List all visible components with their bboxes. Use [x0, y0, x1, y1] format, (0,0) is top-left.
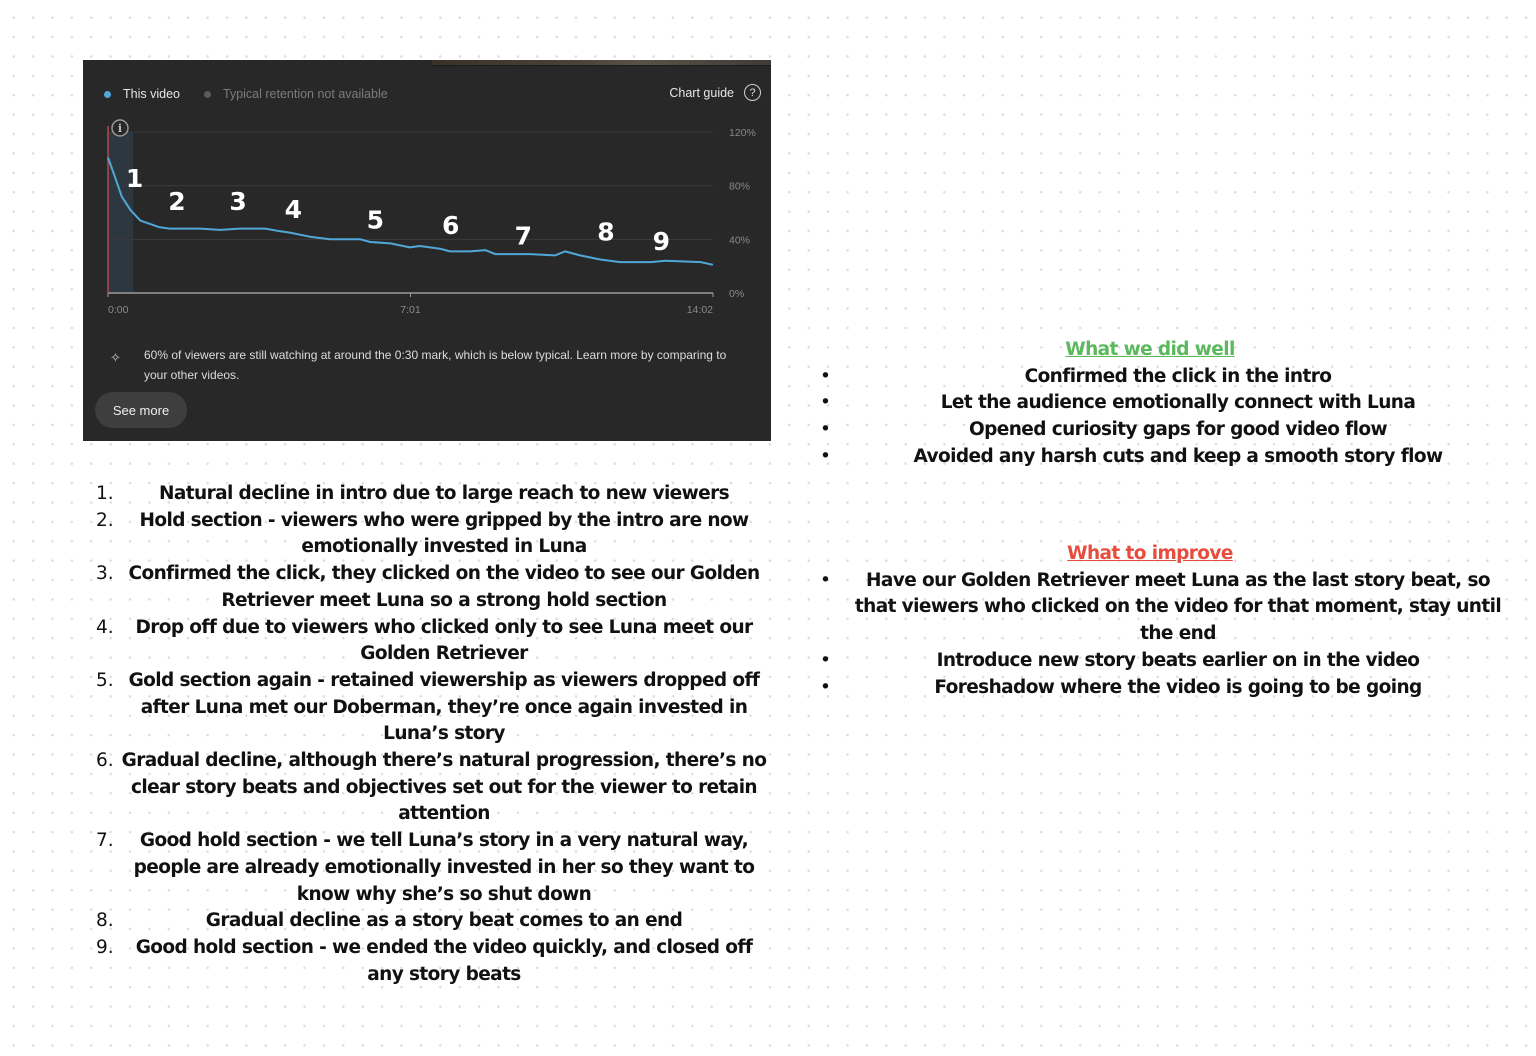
annotation-label: 5 — [366, 205, 384, 235]
note-item — [96, 908, 776, 935]
bullet-icon: • — [820, 569, 831, 591]
legend-typical-label: Typical retention not available — [222, 87, 388, 101]
note-item — [96, 668, 776, 748]
what-we-did-well-section — [820, 337, 1510, 471]
note-text: Confirmed the click, they clicked on the video to see our Golden Retriever meet Luna so a strong hold section — [128, 563, 760, 611]
note-number: 1. — [96, 483, 114, 504]
note-item — [96, 615, 776, 668]
note-text: Gold section again - retained viewership as viewers dropped off after Luna met our Doberman, they’re once again invested in Luna’s story — [128, 669, 760, 745]
note-text: Hold section - viewers who were gripped by the intro are now emotionally invested in Luna — [139, 509, 749, 558]
bullet-icon: • — [820, 676, 831, 698]
x-tick-label: 0:00 — [108, 304, 129, 316]
x-tick-label: 14:02 — [686, 304, 713, 316]
bullet-icon: • — [820, 392, 831, 414]
note-text: Good hold section - we tell Luna’s story in a very natural way, people are already emotionally invested in her so they want to know why she’s so shut down — [133, 830, 755, 905]
improve-text: Introduce new story beats earlier on in the video — [936, 649, 1420, 671]
note-number: 7. — [96, 830, 114, 852]
legend-this-video-label: This video — [123, 87, 180, 101]
note-item — [96, 935, 776, 988]
note-number: 4. — [96, 616, 114, 638]
did-well-text: Avoided any harsh cuts and keep a smooth story flow — [913, 445, 1443, 467]
note-number: 2. — [96, 509, 114, 531]
improve-item — [820, 568, 1510, 648]
note-number: 8. — [96, 910, 114, 932]
y-tick-label: 120% — [729, 127, 756, 139]
sparkle-icon: ✧ — [110, 350, 121, 365]
annotation-label: 7 — [514, 221, 533, 251]
note-number: 6. — [96, 750, 114, 772]
what-we-did-well-list — [820, 364, 1510, 471]
bullet-icon: • — [820, 445, 831, 467]
note-number: 9. — [96, 936, 114, 958]
note-number: 5. — [96, 669, 114, 691]
did-well-text: Confirmed the click in the intro — [1024, 365, 1332, 387]
what-to-improve-section — [820, 541, 1510, 701]
note-text: Drop off due to viewers who clicked only to see Luna meet our Golden Retriever — [135, 616, 753, 665]
note-number: 3. — [96, 563, 114, 585]
improve-item — [820, 648, 1510, 675]
did-well-item — [820, 444, 1510, 471]
bullet-icon: • — [820, 365, 831, 387]
y-tick-label: 80% — [729, 180, 751, 193]
what-to-improve-list — [820, 568, 1510, 702]
see-more-button[interactable]: See more — [95, 392, 187, 428]
note-text: Good hold section - we ended the video quickly, and closed off any story beats — [135, 936, 753, 985]
annotation-label: 6 — [442, 210, 460, 240]
bullet-icon: • — [820, 649, 831, 671]
note-text: Gradual decline, although there’s natural progression, there’s no clear story beats and objectives set out for the viewer to retain attention — [121, 750, 767, 825]
insight-text: 60% of viewers are still watching at around the 0:30 mark, which is below typical. Learn more by comparing to your other videos. — [144, 348, 727, 382]
what-to-improve-heading: What to improve — [1067, 543, 1233, 564]
what-we-did-well-heading: What we did well — [1065, 339, 1235, 360]
info-icon-glyph: i — [117, 122, 123, 135]
help-circle-icon[interactable]: ? — [744, 84, 761, 101]
note-item — [96, 561, 776, 614]
chart-guide-label: Chart guide — [669, 85, 734, 100]
bullet-icon: • — [820, 419, 831, 441]
retention-chart — [83, 60, 771, 330]
annotation-label: 2 — [168, 186, 186, 216]
retention-line — [108, 158, 713, 265]
improve-text: Foreshadow where the video is going to be going — [934, 676, 1422, 698]
improve-text: Have our Golden Retriever meet Luna as the last story beat, so that viewers who clicked on the video for that moment, stay until the end — [854, 569, 1502, 645]
annotation-label: 8 — [597, 217, 615, 247]
annotation-label: 9 — [652, 227, 670, 257]
insight-message — [110, 345, 730, 385]
did-well-text: Opened curiosity gaps for good video flow — [969, 419, 1387, 441]
note-item — [96, 828, 776, 908]
note-item — [96, 748, 776, 828]
annotation-label: 3 — [229, 186, 247, 216]
highlight-band — [108, 132, 133, 293]
note-item — [96, 481, 776, 508]
note-text: Gradual decline as a story beat comes to an end — [205, 910, 683, 932]
numbered-notes-list — [96, 481, 776, 988]
did-well-item — [820, 390, 1510, 417]
y-tick-label: 0% — [729, 288, 745, 300]
did-well-item — [820, 417, 1510, 444]
did-well-text: Let the audience emotionally connect with Luna — [940, 392, 1416, 414]
y-tick-label: 40% — [729, 234, 751, 247]
annotation-label: 1 — [125, 164, 144, 194]
retention-panel — [83, 60, 771, 441]
note-text: Natural decline in intro due to large reach to new viewers — [158, 483, 730, 504]
did-well-item — [820, 364, 1510, 391]
annotation-label: 4 — [284, 194, 303, 224]
improve-item — [820, 675, 1510, 702]
x-tick-label: 7:01 — [400, 304, 421, 316]
note-item — [96, 508, 776, 561]
